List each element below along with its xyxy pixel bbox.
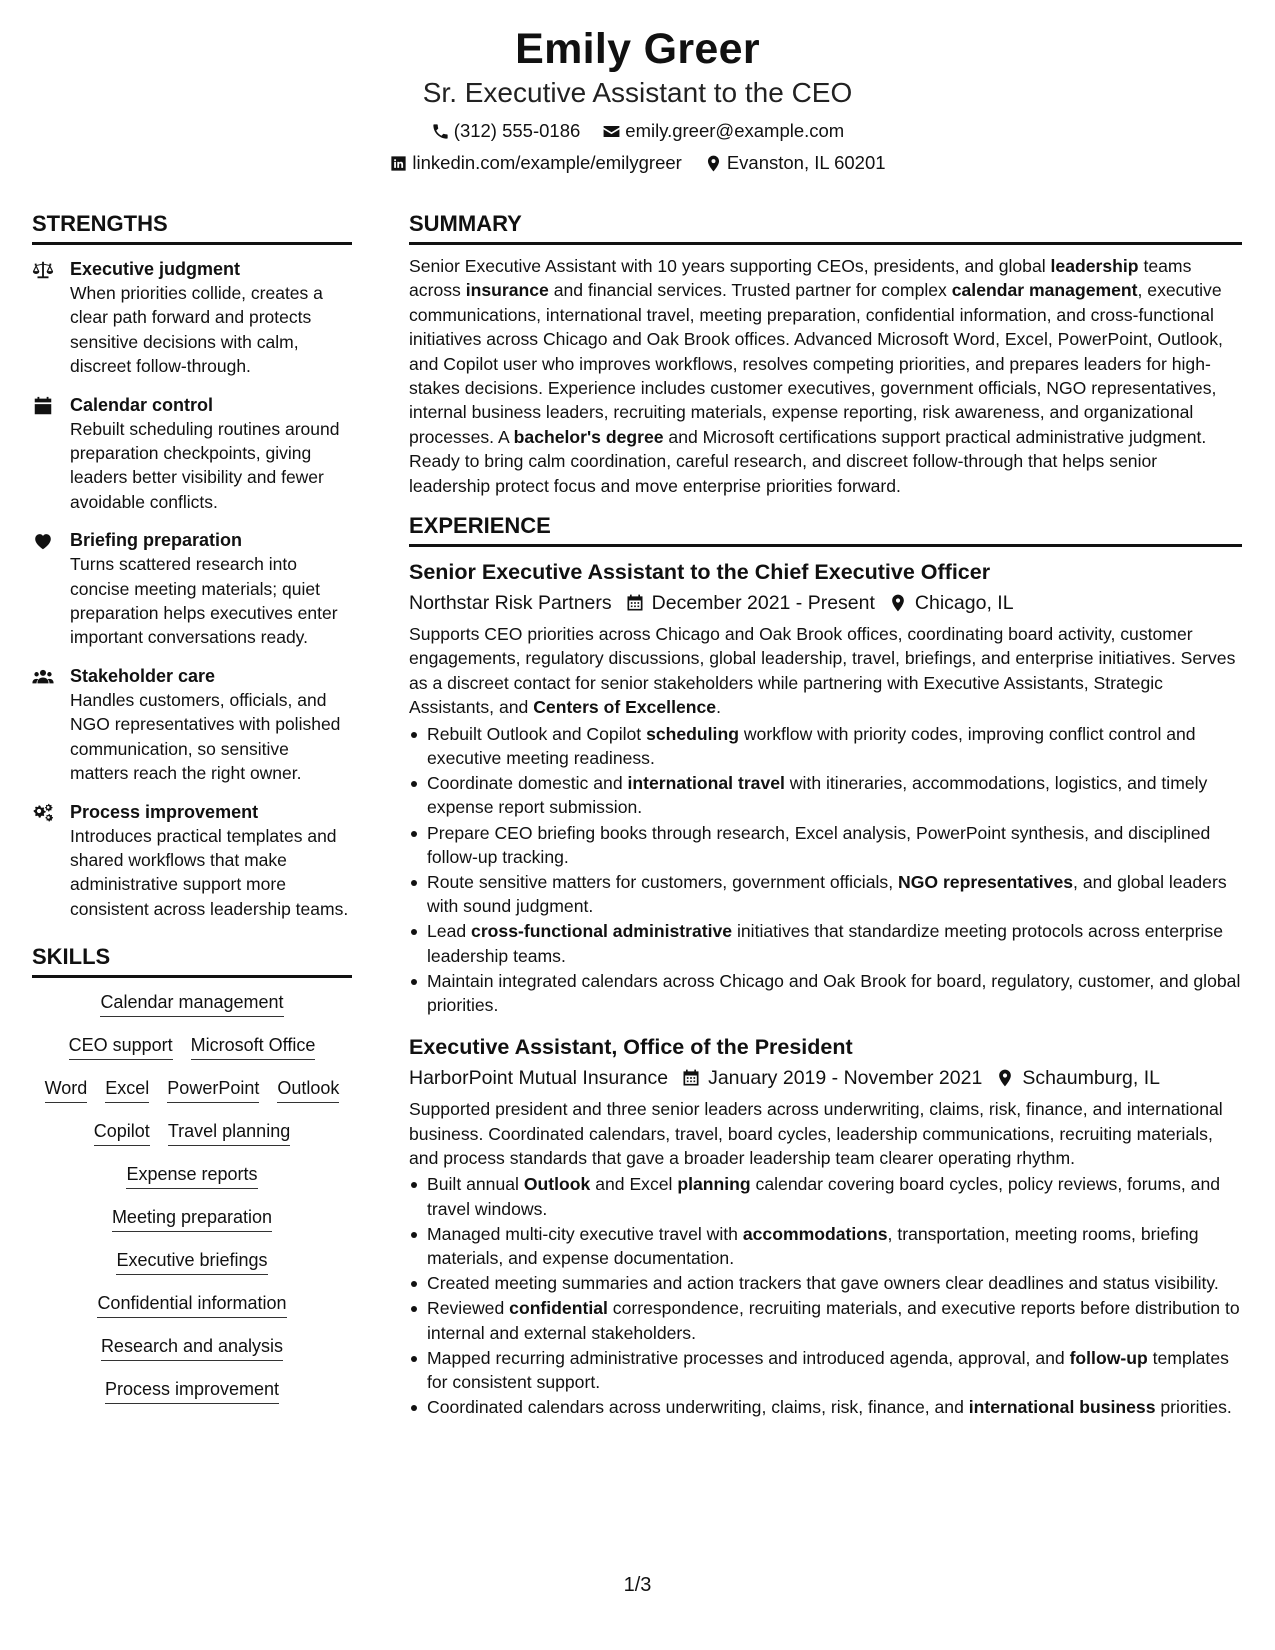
job-description: Supports CEO priorities across Chicago and Oak Brook offices, coordinating board activity, customer engagements, regulatory discussions, global leadership, travel, briefings, and enterprise initiatives. Serves as a discreet contact for senior stakeholders while partnering with Executive Assistants, Strategic Assistants, and Centers of Excellence. <box>409 624 1236 718</box>
job-list <box>409 558 1242 1419</box>
skill-row <box>116 1248 267 1275</box>
skill-row <box>105 1377 279 1404</box>
emphasis-text: NGO representatives <box>898 871 1074 892</box>
bullet-item: Lead cross-functional administrative initiatives that standardize meeting protocols across enterprise leadership teams. <box>409 919 1242 967</box>
strength-title: Calendar control <box>70 394 214 415</box>
phone-icon <box>431 122 450 141</box>
skill-row <box>97 1291 286 1318</box>
job-title: Senior Executive Assistant to the Chief Executive Officer <box>409 560 991 585</box>
skill-row <box>101 1334 283 1361</box>
strength-title: Briefing preparation <box>70 530 243 551</box>
job-location: Chicago, IL <box>914 592 1014 615</box>
linkedin-text[interactable]: linkedin.com/example/emilygreer <box>412 152 682 173</box>
bullet-item: Coordinated calendars across underwriting, claims, risk, finance, and international business priorities. <box>409 1395 1242 1419</box>
resume-header <box>0 22 1275 176</box>
calendar-icon <box>625 593 645 613</box>
emphasis-text: follow-up <box>1069 1347 1148 1368</box>
strength-title: Executive judgment <box>70 259 241 279</box>
skill-tag: Expense reports <box>126 1162 257 1189</box>
location-text: Evanston, IL 60201 <box>726 152 886 173</box>
strength-description: Handles customers, officials, and NGO representatives with polished communication, so sensitive matters reach the right owner. <box>70 689 341 784</box>
map-pin-icon <box>995 1068 1015 1088</box>
bullet-item: Built annual Outlook and Excel planning calendar covering board cycles, policy reviews, forums, and travel windows. <box>409 1172 1242 1220</box>
emphasis-text: confidential <box>509 1298 608 1319</box>
envelope-icon <box>602 122 621 141</box>
bullet-item: Prepare CEO briefing books through research, Excel analysis, PowerPoint synthesis, and disciplined follow-up tracking. <box>409 821 1242 869</box>
skill-tag: Outlook <box>277 1076 339 1103</box>
skills-list <box>32 990 352 1420</box>
strength-item <box>32 800 352 922</box>
bullet-item: Managed multi-city executive travel with accommodations, transportation, meeting rooms, briefing materials, and expense documentation. <box>409 1222 1242 1270</box>
emphasis-text: leadership <box>1050 256 1139 276</box>
skill-tag: Microsoft Office <box>191 1033 316 1060</box>
strength-description: Turns scattered research into concise meeting materials; quiet preparation helps executives enter important conversations ready. <box>70 554 338 648</box>
experience-section <box>409 512 1242 1419</box>
job-location: Schaumburg, IL <box>1022 1067 1160 1090</box>
strength-item <box>32 528 352 650</box>
emphasis-text: scheduling <box>646 723 739 744</box>
skill-tag: Calendar management <box>100 990 283 1017</box>
emphasis-text: international business <box>968 1397 1156 1418</box>
emphasis-text: planning <box>677 1174 751 1195</box>
linkedin-icon <box>389 154 408 173</box>
job-meta <box>409 1064 1242 1092</box>
bullet-item: Maintain integrated calendars across Chicago and Oak Brook for board, regulatory, customer, and global priorities. <box>409 969 1242 1017</box>
bullet-item: Created meeting summaries and action trackers that gave owners clear deadlines and status visibility. <box>409 1271 1242 1295</box>
phone-text: (312) 555-0186 <box>453 120 581 141</box>
calendar-icon <box>32 395 54 417</box>
skill-tag: Word <box>45 1076 88 1103</box>
contact-row-1 <box>0 118 1275 144</box>
job-description: Supported president and three senior leaders across underwriting, claims, risk, finance, and international business. Coordinated calendars, travel, board cycles, leadership communications, recruiting materials, and process standards that gave a broader leadership team clearer operating rhythm. <box>409 1099 1223 1168</box>
strength-title: Process improvement <box>70 801 259 822</box>
strength-title: Stakeholder care <box>70 665 216 686</box>
skill-row <box>69 1033 316 1060</box>
company-name: Northstar Risk Partners <box>409 592 612 615</box>
job-meta <box>409 589 1242 617</box>
job-title: Executive Assistant, Office of the President <box>409 1035 853 1060</box>
strength-item <box>32 257 352 379</box>
users-icon <box>32 666 54 688</box>
company-name: HarborPoint Mutual Insurance <box>409 1067 669 1090</box>
skill-tag: Meeting preparation <box>112 1205 272 1232</box>
bullet-item: Mapped recurring administrative processes and introduced agenda, approval, and follow-up templates for consistent support. <box>409 1346 1242 1394</box>
job-bullets <box>409 1172 1242 1419</box>
gears-icon <box>32 802 54 824</box>
map-pin-icon <box>704 154 723 173</box>
summary-heading: SUMMARY <box>409 210 1242 245</box>
summary-text: Senior Executive Assistant with 10 years supporting CEOs, presidents, and global leadership teams across insurance and financial services. Trusted partner for complex calendar management, executive communications, international travel, meeting preparation, confidential information, and cross-functional initiatives across Chicago and Oak Brook offices. Advanced Microsoft Word, Excel, PowerPoint, Outlook, and Copilot user who improves workflows, resolves competing priorities, and prepares leaders for high-stakes decisions. Experience includes customer executives, government officials, NGO representatives, internal business leaders, recruiting materials, expense reporting, risk awareness, and organizational processes. A bachelor's degree and Microsoft certifications support practical administrative judgment. Ready to bring calm coordination, careful research, and discreet follow-through that helps senior leadership protect focus and move enterprise priorities forward. <box>409 256 1223 496</box>
skill-row <box>126 1162 257 1189</box>
map-pin-icon <box>888 593 908 613</box>
emphasis-text: Outlook <box>523 1174 591 1195</box>
emphasis-text: Centers of Excellence <box>533 697 717 718</box>
strength-description: Introduces practical templates and shared workflows that make administrative support more consistent across leadership teams. <box>70 825 349 919</box>
strength-description: When priorities collide, creates a clear path forward and protects sensitive decisions with calm, discreet follow-through. <box>70 283 323 377</box>
emphasis-text: bachelor's degree <box>513 426 664 447</box>
skill-tag: Travel planning <box>168 1119 290 1146</box>
emphasis-text: insurance <box>465 280 549 301</box>
strengths-section <box>32 210 352 921</box>
skill-tag: Executive briefings <box>116 1248 267 1275</box>
bullet-item: Reviewed confidential correspondence, recruiting materials, and executive reports before distribution to internal and external stakeholders. <box>409 1296 1242 1344</box>
strengths-list <box>32 257 352 921</box>
experience-heading: EXPERIENCE <box>409 512 1242 547</box>
skill-tag: Excel <box>105 1076 149 1103</box>
scale-icon <box>32 259 54 281</box>
skill-tag: Copilot <box>94 1119 150 1146</box>
skill-tag: Research and analysis <box>101 1334 283 1361</box>
linkedin-contact[interactable] <box>389 150 681 176</box>
contact-row-2 <box>0 150 1275 176</box>
skill-tag: Process improvement <box>105 1377 279 1404</box>
skill-tag: Confidential information <box>97 1291 286 1318</box>
skill-row <box>94 1119 290 1146</box>
bullet-item: Rebuilt Outlook and Copilot scheduling workflow with priority codes, improving conflict control and executive meeting readiness. <box>409 722 1242 770</box>
skill-row <box>45 1076 340 1103</box>
candidate-name: Emily Greer <box>515 25 760 73</box>
calendar-icon <box>681 1068 701 1088</box>
skill-tag: PowerPoint <box>167 1076 259 1103</box>
emphasis-text: calendar management <box>951 280 1138 301</box>
location-contact <box>704 150 886 176</box>
skills-heading: SKILLS <box>32 943 352 978</box>
emphasis-text: international travel <box>627 773 785 794</box>
bullet-item: Coordinate domestic and international travel with itineraries, accommodations, logistics, and timely expense report submission. <box>409 771 1242 819</box>
strength-item <box>32 664 352 786</box>
email-contact[interactable] <box>602 118 844 144</box>
heart-icon <box>32 530 54 552</box>
page-number: 1/3 <box>623 1574 652 1596</box>
job-entry <box>409 558 1242 1017</box>
job-bullets <box>409 722 1242 1017</box>
strength-description: Rebuilt scheduling routines around preparation checkpoints, giving leaders better visibility and fewer avoidable conflicts. <box>70 418 340 512</box>
candidate-title: Sr. Executive Assistant to the CEO <box>422 77 853 108</box>
email-text[interactable]: emily.greer@example.com <box>625 120 845 141</box>
emphasis-text: cross-functional administrative <box>471 921 733 942</box>
left-column <box>32 210 352 1420</box>
emphasis-text: accommodations <box>742 1223 888 1244</box>
strengths-heading: STRENGTHS <box>32 210 352 245</box>
summary-section <box>409 210 1242 498</box>
strength-item <box>32 393 352 515</box>
job-dates: January 2019 - November 2021 <box>708 1067 983 1090</box>
right-column <box>409 210 1242 1420</box>
skills-section <box>32 943 352 1420</box>
skill-row <box>112 1205 272 1232</box>
phone-contact <box>431 118 581 144</box>
skill-tag: CEO support <box>69 1033 173 1060</box>
skill-row <box>100 990 283 1017</box>
job-dates: December 2021 - Present <box>651 592 875 615</box>
job-entry <box>409 1033 1242 1419</box>
bullet-item: Route sensitive matters for customers, government officials, NGO representatives, and global leaders with sound judgment. <box>409 870 1242 918</box>
